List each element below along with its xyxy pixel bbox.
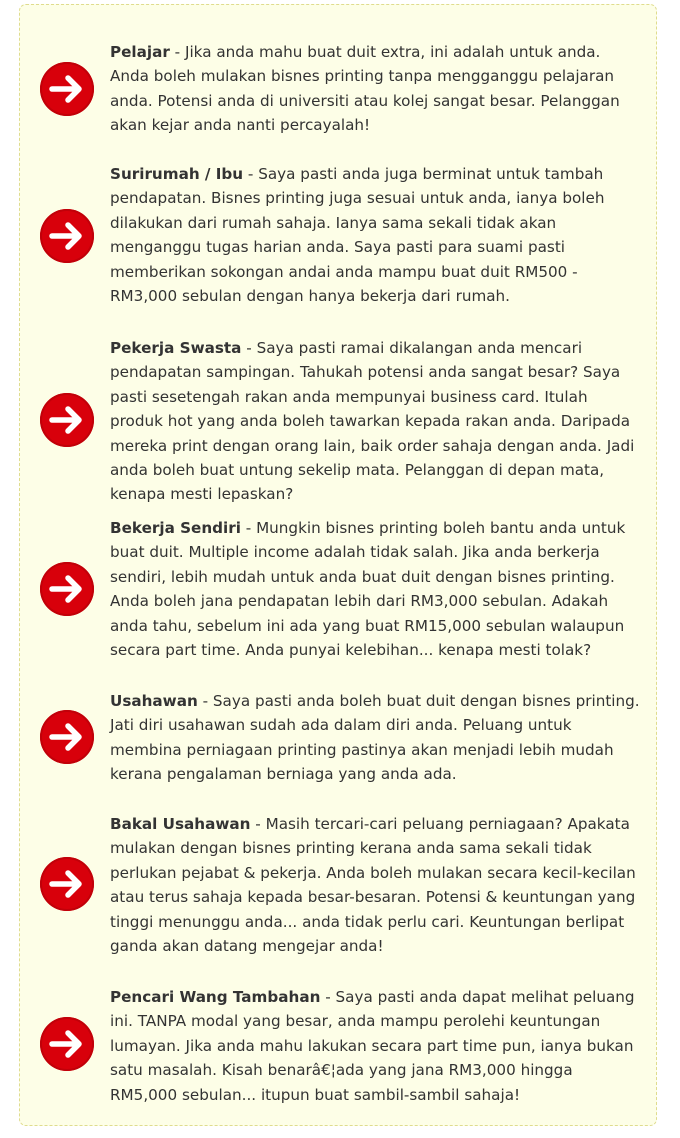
arrow-right-circle-icon [40, 1017, 94, 1071]
item-body: - Mungkin bisnes printing boleh bantu anda untuk buat duit. Multiple income adalah tidak salah. Jika anda berkerja sendiri, lebih mudah untuk anda buat duit dengan bisnes printing. Anda boleh jana pendapatan lebih dari RM3,000 sebulan. Adakah anda tahu, sebelum ini ada yang buat RM15,000 sebulan walaupun secara part time. Anda punyai kelebihan... kenapa mesti tolak? [110, 519, 626, 660]
arrow-right-circle-icon [40, 209, 94, 263]
item-text [110, 162, 640, 308]
arrow-right-circle-icon [40, 710, 94, 764]
item-body: - Saya pasti anda juga berminat untuk tambah pendapatan. Bisnes printing juga sesuai untuk anda, ianya boleh dilakukan dari rumah sahaja. Ianya sama sekali tidak akan menganggu tugas harian anda. Saya pasti para suami pasti memberikan sokongan andai anda mampu buat duit RM500 - RM3,000 sebulan dengan hanya bekerja dari rumah. [110, 165, 605, 306]
item-text [110, 689, 640, 787]
item-title: Surirumah / Ibu [110, 165, 244, 183]
item-body: - Saya pasti anda dapat melihat peluang ini. TANPA modal yang besar, anda mampu perolehi keuntungan lumayan. Jika anda mahu lakukan secara part time pun, ianya bukan satu masalah. Kisah benarâ€¦ada yang jana RM3,000 hingga RM5,000 sebulan... itupun buat sambil-sambil sahaja! [110, 988, 635, 1104]
item-title: Pencari Wang Tambahan [110, 988, 321, 1006]
item-body: - Saya pasti ramai dikalangan anda mencari pendapatan sampingan. Tahukah potensi anda sangat besar? Saya pasti sesetengah rakan anda mempunyai business card. Itulah produk hot yang anda boleh tawarkan kepada rakan anda. Daripada mereka print dengan orang lain, baik order sahaja dengan anda. Jadi anda boleh buat untung sekelip mata. Pelanggan di depan mata, kenapa mesti lepaskan? [110, 339, 635, 504]
arrow-right-circle-icon [40, 562, 94, 616]
item-title: Pelajar [110, 43, 170, 61]
item-body: - Masih tercari-cari peluang perniagaan? Apakata mulakan dengan bisnes printing kerana anda sama sekali tidak perlukan pejabat & pekerja. Anda boleh mulakan secara kecil-kecilan atau terus sahaja kepada besar-besaran. Potensi & keuntungan yang tinggi menunggu anda... anda tidak perlu cari. Keuntungan berlipat ganda akan datang mengejar anda! [110, 815, 636, 956]
item-text [110, 812, 640, 958]
item-text [110, 336, 640, 507]
item-body: - Jika anda mahu buat duit extra, ini adalah untuk anda. Anda boleh mulakan bisnes printing tanpa mengganggu pelajaran anda. Potensi anda di universiti atau kolej sangat besar. Pelanggan akan kejar anda nanti percayalah! [110, 43, 620, 135]
arrow-right-circle-icon [40, 393, 94, 447]
item-title: Usahawan [110, 692, 198, 710]
item-text [110, 40, 640, 138]
item-body: - Saya pasti anda boleh buat duit dengan bisnes printing. Jati diri usahawan sudah ada dalam diri anda. Peluang untuk membina perniagaan printing pastinya akan menjadi lebih mudah kerana pengalaman berniaga yang anda ada. [110, 692, 640, 784]
arrow-right-circle-icon [40, 857, 94, 911]
item-title: Bakal Usahawan [110, 815, 251, 833]
audience-list-panel [19, 4, 657, 1126]
item-title: Pekerja Swasta [110, 339, 242, 357]
item-text [110, 985, 640, 1107]
item-title: Bekerja Sendiri [110, 519, 241, 537]
arrow-right-circle-icon [40, 62, 94, 116]
item-text [110, 516, 640, 662]
